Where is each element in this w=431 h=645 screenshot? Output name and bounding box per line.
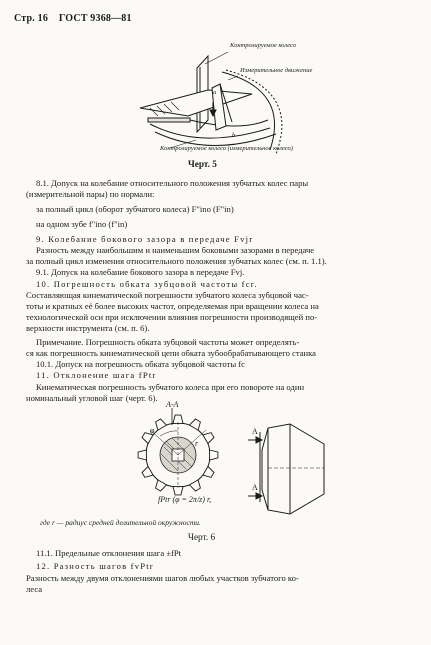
fig5-label-control-top: Контролируемое колесо — [230, 42, 296, 49]
text-line: за полный цикл (оборот зубчатого колеса) F"ino (F"in) — [36, 204, 234, 214]
text-line: 10.1. Допуск на погрешность обката зубцовой частоты fc — [36, 359, 245, 369]
gear-tooth — [138, 450, 146, 460]
text-line: Разность между двумя отклонениями шагов любых участков зубчатого ко- — [26, 573, 299, 583]
figure-5-caption: Черт. 5 — [188, 159, 217, 169]
text-line: 9. Колебание бокового зазора в передаче Fvjr — [36, 234, 254, 244]
fig6-phi-label: φ — [150, 426, 155, 435]
text-line: 12. Разность шагов fvPtr — [36, 561, 154, 571]
fig6-footnote: где r — радиус средней делительной окружности. — [40, 518, 201, 527]
text-line: Составляющая кинематической погрешности зубчатого колеса зубцовой час- — [26, 290, 309, 300]
page-number: Стр. 16 — [14, 13, 49, 24]
fig5-letter-a: a — [213, 89, 217, 96]
text-line: номинальный угловой шаг (черт. 6). — [26, 393, 158, 403]
fig6-formula: fPtr (φ = 2π/z) r, — [158, 495, 212, 504]
text-line: Кинематическая погрешность зубчатого колеса при его повороте на один — [36, 382, 305, 392]
fig6-arrow-a-bottom: А — [252, 483, 258, 492]
figure-6-caption: Черт. 6 — [188, 532, 216, 542]
fig5-label-bottom: Контролируемое колесо (измерительное колесо) — [160, 145, 293, 152]
text-line: 10. Погрешность обката зубцовой частоты fcr. — [36, 279, 258, 289]
gear-tooth — [210, 450, 218, 460]
text-line: ся как погрешность кинематической цепи обката зубообрабатывающего станка — [26, 348, 317, 358]
text-line: леса — [26, 584, 43, 594]
standard-id: ГОСТ 9368—81 — [58, 13, 132, 24]
text-line: Разность между наибольшим и наименьшим боковыми зазорами в передаче — [36, 245, 315, 255]
text-line: 11.1. Предельные отклонения шага ±fPt — [36, 548, 182, 558]
fig5-label-measuring: Измерительное движение — [240, 67, 313, 74]
fig6-arrow-a-top: А — [252, 427, 258, 436]
text-line: за полный цикл изменения относительного положения зубчатых колес (см. п. 1.1). — [26, 256, 327, 266]
gear-section-view — [138, 408, 218, 495]
text-line: Примечание. Погрешность обката зубцовой частоты может определять- — [36, 337, 300, 347]
text-line: 11. Отклонение шага fPtr — [36, 370, 157, 380]
gear-side-view — [248, 424, 324, 514]
text-line: 8.1. Допуск на колебание относительного положения зубчатых колес пары — [36, 178, 309, 188]
text-line: тоты и кратных её более высоких частот, определяемая при вращении колеса на — [26, 301, 319, 311]
text-line: (измерительной пары) по нормали: — [26, 189, 155, 199]
text-line: 9.1. Допуск на колебание бокового зазора в передаче Fvj. — [36, 267, 245, 277]
fig5-letter-b: b — [232, 132, 236, 139]
text-line: на одном зубе f"ino (f"in) — [36, 219, 128, 229]
fig6-r-label: r — [195, 439, 199, 448]
fig6-section-label: А-А — [166, 400, 179, 409]
text-line: технологической оси при исключении влияния погрешности производящей по- — [26, 312, 318, 322]
text-line: верхности инструмента (см. п. 6). — [26, 323, 150, 333]
